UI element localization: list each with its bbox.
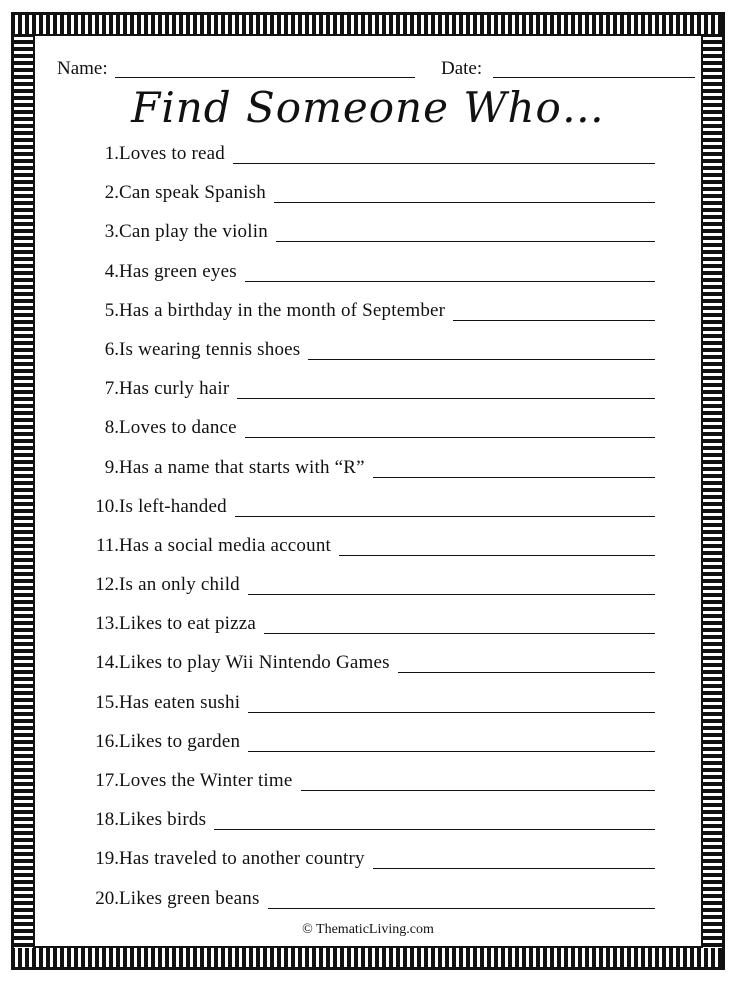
item-prompt: Likes green beans xyxy=(119,887,260,909)
item-number: 5. xyxy=(104,299,119,321)
list-item xyxy=(35,843,701,882)
answer-blank[interactable] xyxy=(245,261,655,282)
item-prompt: Likes to garden xyxy=(119,730,241,752)
item-number: 6. xyxy=(104,338,119,360)
item-number: 12. xyxy=(95,574,119,596)
list-item xyxy=(35,726,701,765)
list-item xyxy=(35,569,701,608)
answer-blank[interactable] xyxy=(339,535,655,556)
answer-blank[interactable] xyxy=(453,300,655,321)
item-number: 17. xyxy=(95,770,119,791)
list-item xyxy=(35,412,701,451)
item-number: 14. xyxy=(95,652,119,674)
item-number: 13. xyxy=(95,613,119,635)
item-prompt: Has green eyes xyxy=(119,260,237,282)
item-number: 3. xyxy=(104,221,119,243)
item-number: 4. xyxy=(104,260,119,282)
list-item xyxy=(35,256,701,295)
answer-blank[interactable] xyxy=(308,339,655,360)
name-date-header xyxy=(57,58,677,82)
answer-blank[interactable] xyxy=(248,731,655,752)
list-item xyxy=(35,334,701,373)
list-item xyxy=(35,765,701,804)
item-number: 18. xyxy=(95,809,119,831)
item-prompt: Is an only child xyxy=(119,574,240,596)
item-prompt: Is wearing tennis shoes xyxy=(119,338,301,360)
item-prompt: Likes to play Wii Nintendo Games xyxy=(119,652,390,674)
item-number: 2. xyxy=(104,182,119,204)
answer-blank[interactable] xyxy=(276,221,655,242)
list-item xyxy=(35,216,701,255)
item-prompt: Loves to read xyxy=(119,143,226,164)
item-number: 7. xyxy=(104,378,119,400)
answer-blank[interactable] xyxy=(248,574,655,595)
answer-blank[interactable] xyxy=(398,652,655,673)
list-item xyxy=(35,687,701,726)
list-item xyxy=(35,177,701,216)
list-item xyxy=(35,295,701,334)
item-prompt: Likes to eat pizza xyxy=(119,613,257,635)
item-prompt: Likes birds xyxy=(119,809,207,831)
item-prompt: Has traveled to another country xyxy=(119,848,365,870)
prompt-list xyxy=(35,138,701,922)
name-label: Name: xyxy=(57,58,108,79)
worksheet-page xyxy=(33,34,703,948)
answer-blank[interactable] xyxy=(214,809,655,830)
list-item xyxy=(35,647,701,686)
answer-blank[interactable] xyxy=(264,613,655,634)
item-number: 1. xyxy=(104,143,119,164)
page-title: Find Someone Who… xyxy=(131,83,605,132)
item-prompt: Can speak Spanish xyxy=(119,182,266,204)
item-number: 20. xyxy=(95,887,119,909)
item-number: 19. xyxy=(95,848,119,870)
date-field[interactable] xyxy=(493,60,695,78)
item-prompt: Can play the violin xyxy=(119,221,268,243)
list-item xyxy=(35,883,701,922)
list-item xyxy=(35,491,701,530)
item-prompt: Has a social media account xyxy=(119,534,332,556)
list-item xyxy=(35,452,701,491)
list-item xyxy=(35,373,701,412)
item-prompt: Loves to dance xyxy=(119,417,237,439)
copyright-notice: © ThematicLiving.com xyxy=(302,922,434,937)
list-item xyxy=(35,608,701,647)
answer-blank[interactable] xyxy=(248,692,655,713)
answer-blank[interactable] xyxy=(301,770,655,791)
list-item xyxy=(35,530,701,569)
item-number: 9. xyxy=(104,456,119,478)
item-prompt: Has a birthday in the month of September xyxy=(119,299,446,321)
answer-blank[interactable] xyxy=(373,848,655,869)
answer-blank[interactable] xyxy=(233,143,655,164)
item-number: 16. xyxy=(95,730,119,752)
date-label: Date: xyxy=(441,58,483,79)
list-item xyxy=(35,804,701,843)
answer-blank[interactable] xyxy=(235,496,655,517)
answer-blank[interactable] xyxy=(274,182,655,203)
item-number: 15. xyxy=(95,691,119,713)
item-prompt: Has curly hair xyxy=(119,378,230,400)
answer-blank[interactable] xyxy=(268,888,655,909)
answer-blank[interactable] xyxy=(373,457,655,478)
item-number: 11. xyxy=(95,534,119,556)
item-number: 8. xyxy=(104,417,119,439)
item-prompt: Loves the Winter time xyxy=(119,770,293,791)
item-prompt: Has eaten sushi xyxy=(119,691,241,713)
name-field[interactable] xyxy=(115,60,415,78)
answer-blank[interactable] xyxy=(237,378,655,399)
list-item xyxy=(35,138,701,177)
item-prompt: Is left-handed xyxy=(119,495,227,517)
answer-blank[interactable] xyxy=(245,417,655,438)
item-prompt: Has a name that starts with “R” xyxy=(119,456,365,478)
item-number: 10. xyxy=(95,495,119,517)
